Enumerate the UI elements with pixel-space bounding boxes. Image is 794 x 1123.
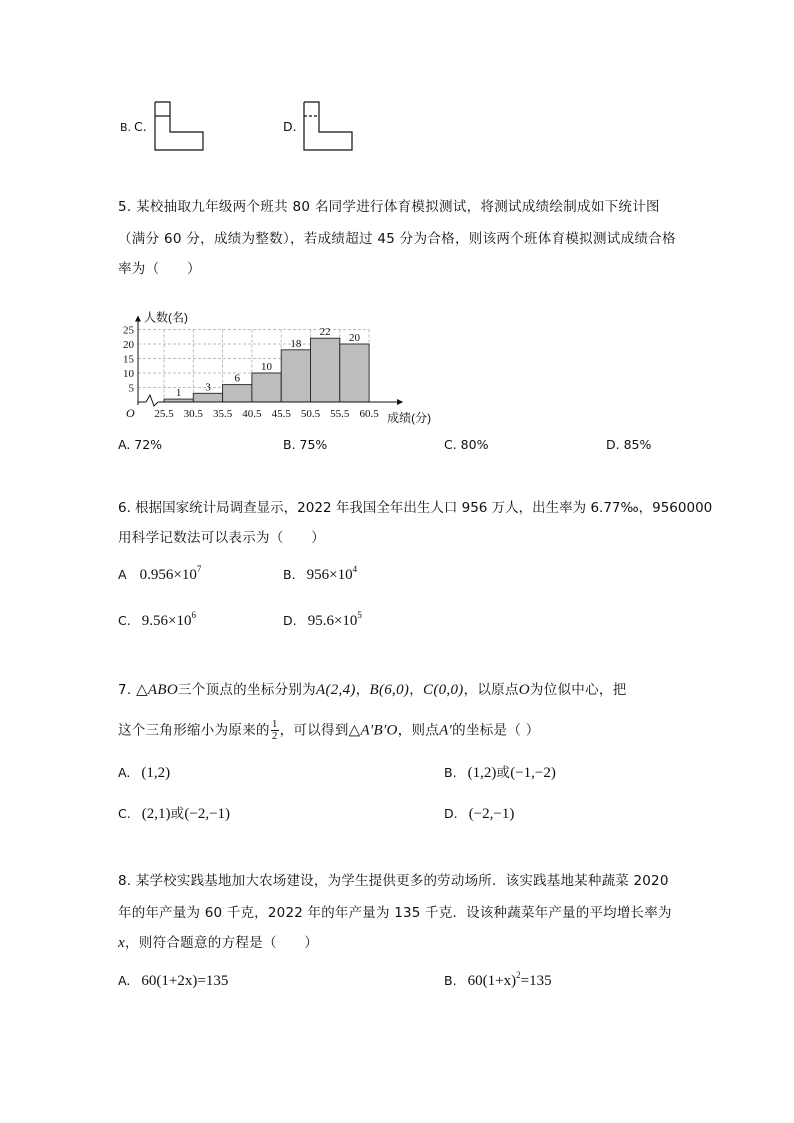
q7-option-b[interactable]: B. (1,2)或(−1,−2) [444,765,556,781]
axis-break-mark [146,395,158,406]
x-tick-label: 50.5 [300,408,321,420]
histogram-bar [193,393,222,402]
q5-stem-line1: 5. 某校抽取九年级两个班共 80 名同学进行体育模拟测试，将测试成绩绘制成如下统计图 [118,199,660,215]
histogram-bar [340,344,369,402]
q8-option-a[interactable] [118,970,228,990]
bar-value-label: 1 [175,387,182,400]
y-axis-arrow [135,316,141,322]
q7-option-a-label: A. [118,765,131,780]
q5-option-b[interactable]: B. 75% [283,437,328,452]
q5-option-c[interactable]: C. 80% [444,437,489,452]
option-c-label: C. [134,119,147,134]
q6-option-b[interactable] [283,564,357,584]
bar-value-label: 3 [205,381,211,394]
option-b-label: B. [120,121,132,134]
q6-option-a-label: A [118,567,127,582]
x-tick-label: 45.5 [271,408,291,420]
q6-option-c-label: C. [118,613,131,628]
q8-option-a-value: 60(1+2x)=135 [141,973,229,989]
histogram-chart [110,280,440,430]
q6-option-c-value: $9.56\times 10^6$ [141,610,197,629]
q6-option-b-value: $956\times 10^4$ [306,564,358,583]
q7-option-b-label: B. [444,765,457,780]
q6-option-d-value: $95.6\times 10^5$ [307,610,362,629]
x-tick-label: 55.5 [330,408,350,420]
bar-value-label: 22 [319,326,331,339]
q5-option-a[interactable]: A. 72% [118,437,163,452]
q8-option-b-value: $60(1+x)^2=135$ [467,970,552,989]
q8-option-a-label: A. [118,973,131,988]
q7-option-c[interactable]: C. (2,1)或(−2,−1) [118,806,231,822]
q7-stem-line2: 这个三角形缩小为原来的 $\frac{1}{2}$ ，可以得到△A′B′O，则点A′的坐标是（ ） [118,718,540,742]
bar-value-label: 18 [290,337,302,350]
x-axis-label: 成绩(分) [387,411,432,425]
x-tick-label: 25.5 [154,408,174,420]
q7-option-d-label: D. [444,806,458,821]
y-tick-label: 20 [123,339,134,351]
q5-option-d[interactable]: D. 85% [606,437,652,452]
q6-option-a-value: $0.956\times 10^7$ [139,564,202,583]
option-d-label: D. [283,119,297,134]
y-tick-label: 5 [128,382,134,395]
x-tick-label: 40.5 [242,408,262,420]
view-figure-d [299,98,355,154]
histogram-bar [311,338,340,402]
origin-label: O [126,406,135,420]
q8-stem-line2: 年的年产量为 60 千克，2022 年的年产量为 135 千克．设该种蔬菜年产量的平均增长率为 [118,905,672,921]
y-axis-label: 人数(名) [144,310,188,325]
q6-option-d-label: D. [283,613,297,628]
q6-option-b-label: B. [283,567,296,582]
q6-option-d[interactable] [283,610,362,630]
q7-option-c-label: C. [118,806,131,821]
q8-option-b[interactable] [444,970,552,990]
histogram-bar [223,385,252,402]
q6-stem-line2: 用科学记数法可以表示为（ ） [118,530,325,546]
q7-option-a-value: (1,2) [141,765,171,781]
view-figure-c [150,98,206,154]
q6-stem-line1: 6. 根据国家统计局调查显示，2022 年我国全年出生人口 956 万人，出生率为 6.77‰，9560000 [118,500,713,516]
bar-value-label: 10 [261,361,273,373]
bar-value-label: 20 [348,332,360,344]
histogram-bar [252,373,281,402]
x-tick-label: 30.5 [183,408,203,420]
bar-value-label: 6 [234,372,240,385]
q6-option-a[interactable] [118,564,201,584]
fraction-one-half: $\frac{1}{2}$ [271,718,278,742]
x-tick-label: 35.5 [212,408,233,420]
q7-option-d[interactable] [444,803,514,823]
y-tick-label: 10 [123,368,134,380]
histogram-bar [281,350,310,402]
q5-stem-line2: （满分 60 分，成绩为整数），若成绩超过 45 分为合格，则该两个班体育模拟测试成绩合格 [118,231,676,247]
chart-labels [123,310,431,426]
q5-stem-line3: 率为（ ） [118,261,201,277]
x-axis-arrow [397,399,403,405]
x-tick-label: 60.5 [359,408,379,420]
q6-option-c[interactable] [118,610,196,630]
q8-stem-line1: 8. 某学校实践基地加大农场建设，为学生提供更多的劳动场所．该实践基地某种蔬菜 2020 [118,873,669,889]
y-tick-label: 25 [123,324,134,337]
q7-option-a[interactable] [118,762,170,782]
q7-stem-line1: 7. △ABO三个顶点的坐标分别为A(2,4)，B(6,0)，C(0,0)，以原点O为位似中心，把 [118,682,627,698]
q7-option-d-value: (−2,−1) [468,806,515,822]
y-tick-label: 15 [123,353,134,366]
q8-stem-line3: x，则符合题意的方程是（ ） [118,935,319,951]
q8-option-b-label: B. [444,973,457,988]
